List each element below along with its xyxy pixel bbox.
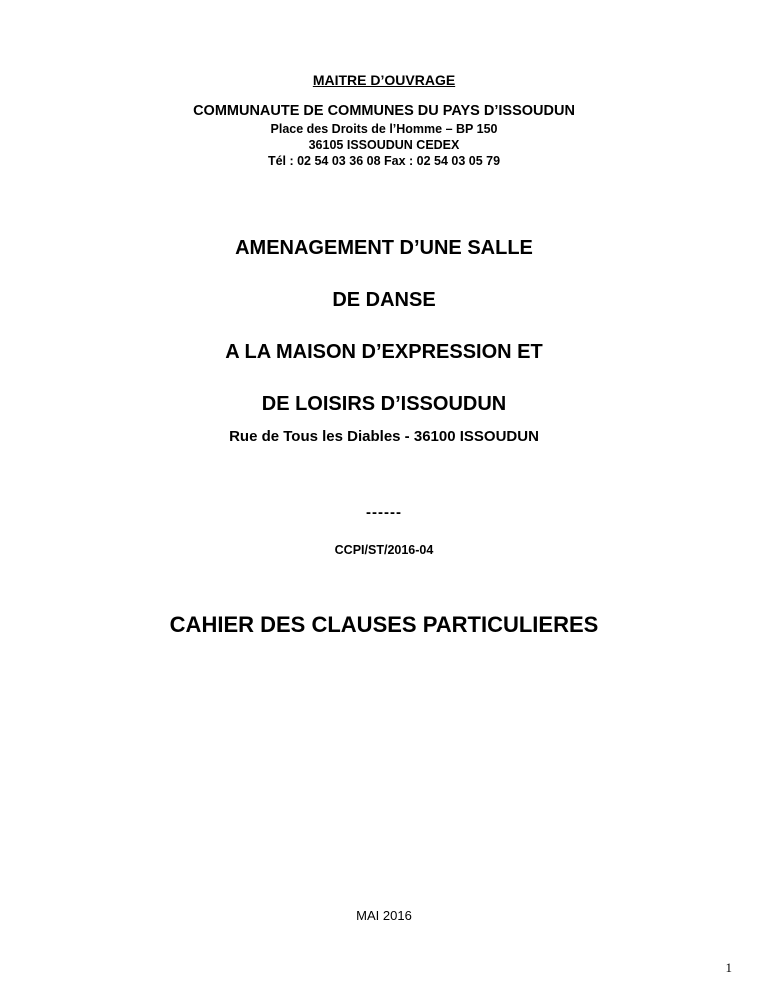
client-label: MAITRE D’OUVRAGE [312, 72, 456, 88]
address-line-2: 36105 ISSOUDUN CEDEX [308, 138, 460, 152]
separator-dashes: ------ [366, 504, 402, 521]
organization-name: COMMUNAUTE DE COMMUNES DU PAYS D’ISSOUDUN [193, 103, 575, 119]
project-title-line-2: DE DANSE [332, 289, 436, 311]
address-line-1: Place des Droits de l’Homme – BP 150 [270, 122, 498, 136]
project-title-line-3: A LA MAISON D’EXPRESSION ET [225, 341, 543, 363]
project-title-line-4: DE LOISIRS D’ISSOUDUN [261, 393, 507, 415]
project-title-line-1: AMENAGEMENT D’UNE SALLE [235, 237, 533, 259]
document-title: CAHIER DES CLAUSES PARTICULIERES [169, 612, 599, 637]
page-number: 1 [725, 960, 732, 975]
document-date: MAI 2016 [356, 908, 412, 923]
document-reference: CCPI/ST/2016-04 [334, 543, 434, 557]
contact-line: Tél : 02 54 03 36 08 Fax : 02 54 03 05 79 [267, 154, 501, 168]
project-location: Rue de Tous les Diables - 36100 ISSOUDUN [229, 428, 539, 445]
